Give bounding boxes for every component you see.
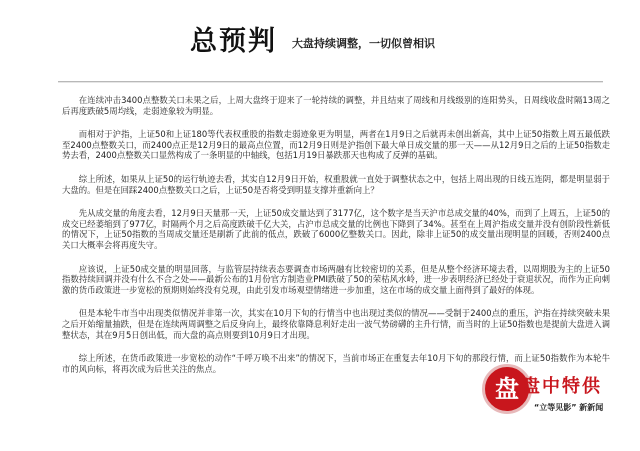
- article-body: [62, 95, 610, 387]
- paragraph-volume-analysis: 先从成交量的角度去看，12月9日天量那一天，上证50成交量达到了3177亿，这个数字是当天沪市总成交量的40%，而到了上周五，上证50的成交已经萎缩到了977亿，时隔两个月之后高度跌破千亿大关，占沪市总成交量的比例也下降到了34%。甚至在上周沪指成交量并没有创阶段性新低的情况下，上证50指数的当周成交量还是刷新了此前的低点，跌破了6000亿整数关口。因此，除非上证50的成交量出现明显的回暖，否则2400点关口大概率会将再度失守。: [62, 208, 610, 250]
- logo-name: 盘中特供: [522, 376, 602, 397]
- header: [0, 26, 640, 58]
- paragraph-summary-question: 综上所述，如果从上证50的运行轨迹去看，其实自12月9日开始，权重股就一直处于调整状态之中，包括上周出现的日线五连阴，都是明显弱于大盘的。但是在回踩2400点整数关口之后，上证50是否将受到明显支撑并重新向上？: [62, 173, 610, 195]
- page-subtitle: 大盘持续调整，一切似曾相识: [292, 37, 435, 50]
- brand-logo: [470, 356, 638, 446]
- paragraph-historical-comparison: 但是本轮牛市当中出现类似情况并非第一次，其实在10月下旬的行情当中也出现过类似的情况——受制于2400点的重压，沪指在持续突破未果之后开始缩量抽跌，但是在连续两周调整之后反身向上，最终依靠降息利好走出一波气势磅礴的主升行情，而当时的上证50指数也是提前大盘进入调整状态，其在9月5日创出低，而大盘的高点则要到10月9日才出现。: [62, 308, 610, 340]
- divider-shadow: [58, 82, 603, 83]
- paragraph-intro: 在连续冲击3400点整数关口未果之后，上周大盘终于迎来了一轮持续的调整，并且结束了周线和月线级别的连阳势头，日周线收盘时隔13周之后再度跌破5周均线，走弱迹象较为明显。: [62, 95, 610, 116]
- paragraph-index-comparison: 而相对于沪指，上证50和上证180等代表权重股的指数走弱迹象更为明显，两者在1月9日之后就再未创出新高，其中上证50指数上周五最低跌至2400点整数关口，而2400点正是12月9日的最高点位置，而12月9日则是沪指创下最大单日成交量的那一天——从12月9日之后的上证50指数走势去看，2400点整数关口显然构成了一条明显的中轴线，包括1月19日暴跌那天也构成了反弹的基础。: [62, 129, 610, 161]
- logo-tagline: “立等见影” 新新闻: [534, 403, 604, 412]
- paragraph-conclusion: 综上所述，在货币政策进一步宽松的动作“千呼万唤不出来”的情况下，当前市场正在重复去年10月下旬的那段行情，而上证50指数作为本轮牛市的风向标，将再次成为后世关注的焦点。: [62, 353, 610, 374]
- page-title: 总预判: [190, 26, 277, 57]
- paragraph-macro-environment: 应该说，上证50成交量的明显回落，与监管层持续表态要调查市场两融有比较密切的关系，但是从整个经济环境去看，以周期股为主的上证50指数持续回调并没有什么不合之处——最新公布的1月份官方制造业PMI跌破了50的荣枯风水岭，进一步表明经济已经处于衰退状况，而作为正向刺激的货币政策进一步宽松的预期则始终没有兑现，由此引发市场观望情绪进一步加重，这在市场的成交量上面得到了最好的体现。: [62, 263, 610, 295]
- logo-glyph: 盘: [495, 374, 519, 403]
